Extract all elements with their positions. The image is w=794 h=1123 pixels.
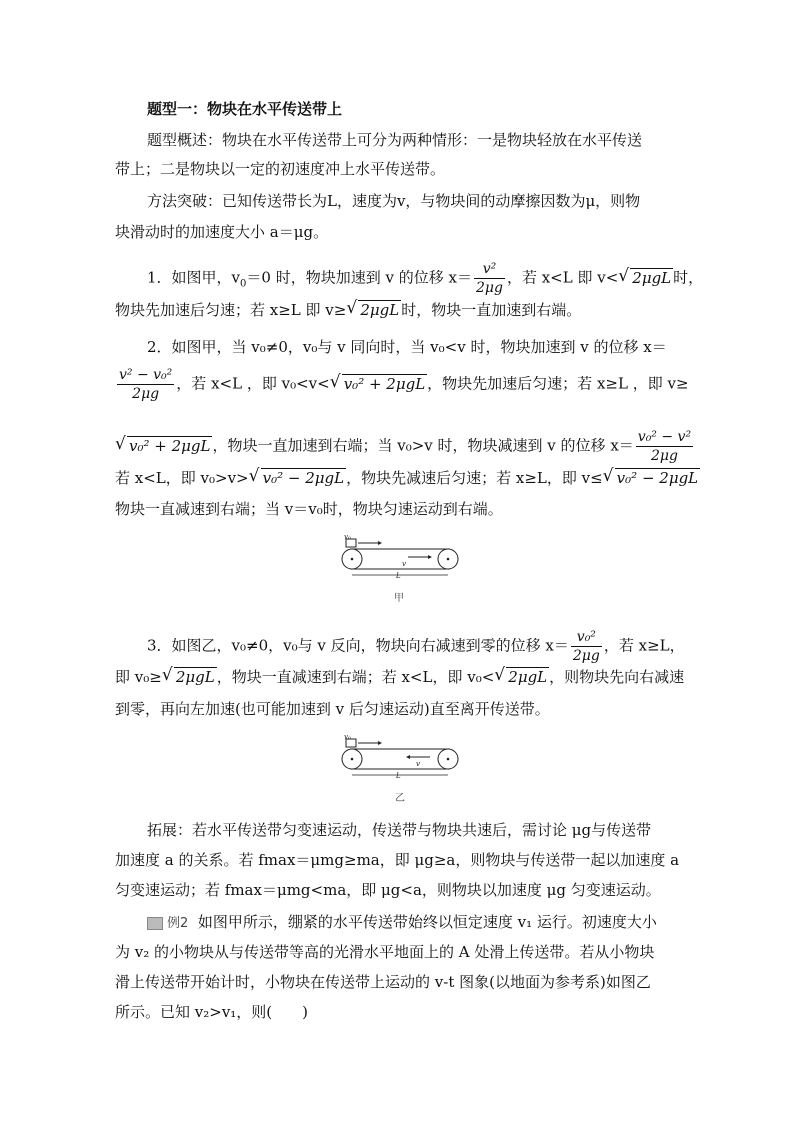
case1-line-2: 物块先加速后匀速；若 x≥L 即 v≥√ 2μgL 时，物块一直加速到右端。 — [115, 300, 581, 320]
v-label: v — [402, 560, 406, 568]
example-line-2: 为 v₂ 的小物块从与传送带等高的光滑水平地面上的 A 处滑上传送带。若从小物块 — [115, 943, 655, 961]
case2-line-5: 物块一直减速到右端；当 v＝v₀时，物块匀速运动到右端。 — [115, 500, 503, 518]
figure-caption-jia: 甲 — [394, 593, 404, 604]
extension-line-1: 拓展：若水平传送带匀变速运动，传送带与物块共速后，需讨论 μg与传送带 — [147, 821, 652, 839]
case2-sqrt-2: √ v₀² + 2μgL — [115, 436, 212, 456]
case3-line-2: 即 v₀≥√ 2μgL ，物块一直减速到右端；若 x<L，即 v₀<√ 2μgL ，则物块先向右减速 — [115, 667, 684, 687]
conveyor-figure-yi — [340, 735, 460, 795]
case2-line-1: 2．如图甲，当 v₀≠0，v₀与 v 同向时，当 v₀<v 时，物块加速到 v 的位移 x＝ — [147, 338, 667, 356]
example-line-4: 所示。已知 v₂>v₁，则( ) — [115, 1003, 309, 1021]
v0-label: v₀ — [344, 735, 351, 741]
overview-line-2: 带上；二是物块以一定的初速度冲上水平传送带。 — [115, 160, 446, 178]
example-line-1: 例2 如图甲所示，绷紧的水平传送带始终以恒定速度 v₁ 运行。初速度大小 — [147, 912, 657, 934]
case3-line-3: 到零，再向左加速(也可能加速到 v 后匀速运动)直至离开传送带。 — [115, 700, 550, 718]
example-icon — [147, 917, 163, 930]
case2-line-3: √ v₀² + 2μgL ，物块一直加速到右端；当 v₀>v 时，物块减速到 v 的位移 x＝ $\frac{\text{v₀² − v²}}{2\mu g}$ — [115, 428, 695, 465]
case1-fraction: $\frac{\text{v²}}{2\mu g}$ — [475, 261, 503, 296]
method-line-1: 方法突破：已知传送带长为L，速度为v，与物块间的动摩擦因数为μ，则物 — [147, 192, 641, 210]
case2-fraction-2: $\frac{\text{v₀² − v²}}{2\mu g}$ — [637, 429, 692, 464]
case3-line-1: 3．如图乙，v₀≠0，v₀与 v 反向，物块向右减速到零的位移 x＝ $\frac{\text{v₀²}}{2\mu g}$ ，若 x≥L， — [147, 629, 685, 664]
figure-caption-yi: 乙 — [395, 793, 405, 804]
section-heading: 题型一：物块在水平传送带上 — [147, 100, 343, 118]
case1-line-1: 1．如图甲，$v_0=0$ 时，物块加速到 v 的位移 x＝ $\frac{\text{v²}}{2\mu g}$ ，若 x<L 即 v<√ 2μgL 时， — [147, 260, 703, 297]
case3-fraction: $\frac{\text{v₀²}}{2\mu g}$ — [572, 629, 600, 664]
case2-line-2: $\frac{\text{v² − v₀²}}{2\mu g}$ ，若 x<L ，即 v₀<v<√ v₀² + 2μgL ，物块先加速后匀速；若 x≥L ，即 v≥ — [115, 366, 689, 403]
v-label: v — [416, 760, 420, 768]
case2-fraction-1: $\frac{\text{v² − v₀²}}{2\mu g}$ — [119, 367, 173, 402]
case3-sqrt-1: √ 2μgL — [162, 667, 217, 687]
case2-sqrt-1: √ v₀² + 2μgL — [330, 374, 427, 394]
example-label: 例2 — [167, 916, 189, 931]
case1-sqrt-2: √ 2μgL — [346, 300, 401, 320]
case3-sqrt-2: √ 2μgL — [494, 667, 549, 687]
extension-line-3: 匀变速运动；若 fmax＝μmg<ma，即 μg<a，则物块以加速度 μg 匀变速运动。 — [115, 881, 661, 899]
extension-line-2: 加速度 a 的关系。若 fmax＝μmg≥ma，即 μg≥a，则物块与传送带一起以加速度 a — [115, 851, 680, 869]
case2-line-4: 若 x<L，即 v₀>v>√ v₀² − 2μgL ，物块先减速后匀速；若 x≥L，即 v≤√ v₀² − 2μgL — [115, 468, 700, 488]
L-label: L — [396, 772, 401, 780]
L-label: L — [396, 572, 401, 580]
v0-label: v₀ — [344, 535, 351, 541]
case2-sqrt-4: √ v₀² − 2μgL — [603, 468, 700, 488]
example-line-3: 滑上传送带开始计时，小物块在传送带上运动的 v-t 图象(以地面为参考系)如图乙 — [115, 973, 651, 991]
case1-sqrt: √ 2μgL — [618, 268, 673, 288]
conveyor-figure-jia — [340, 535, 460, 595]
overview-line-1: 题型概述：物块在水平传送带上可分为两种情形：一是物块轻放在水平传送 — [147, 131, 643, 149]
method-line-2: 块滑动时的加速度大小 a＝μg。 — [115, 223, 329, 241]
case2-sqrt-3: √ v₀² − 2μgL — [249, 468, 346, 488]
